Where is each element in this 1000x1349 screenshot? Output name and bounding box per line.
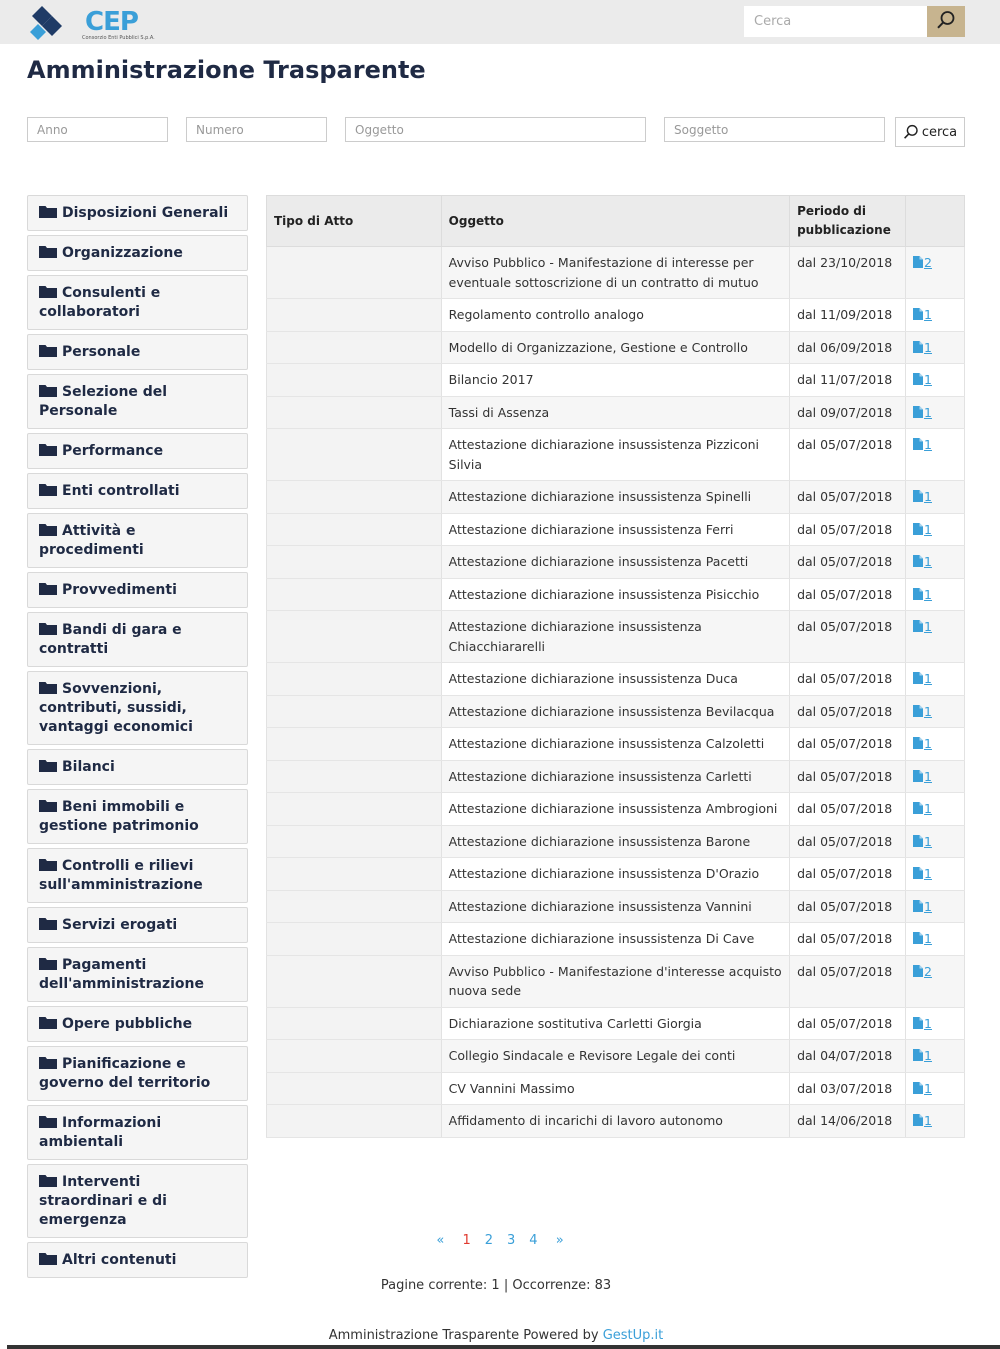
cell-periodo: dal 05/07/2018 bbox=[790, 825, 906, 858]
cell-tipo bbox=[267, 299, 442, 332]
folder-icon bbox=[39, 384, 57, 397]
sidebar-item[interactable] bbox=[27, 473, 248, 509]
document-icon bbox=[913, 1049, 923, 1061]
document-count: 1 bbox=[924, 521, 932, 537]
sidebar-item[interactable] bbox=[27, 947, 248, 1002]
cell-documenti bbox=[906, 760, 965, 793]
sidebar-item-label: Provvedimenti bbox=[62, 582, 177, 598]
table-row[interactable] bbox=[267, 331, 965, 364]
table-row[interactable] bbox=[267, 890, 965, 923]
document-link[interactable] bbox=[913, 671, 932, 686]
cell-oggetto[interactable]: Attestazione dichiarazione insussistenza Ferri bbox=[441, 513, 789, 546]
cell-tipo bbox=[267, 396, 442, 429]
document-count: 2 bbox=[924, 963, 932, 979]
cell-tipo bbox=[267, 578, 442, 611]
document-link[interactable] bbox=[913, 769, 932, 784]
cell-documenti bbox=[906, 1105, 965, 1138]
cell-documenti bbox=[906, 546, 965, 579]
pagination-page[interactable]: 2 bbox=[484, 1233, 493, 1248]
sidebar-item[interactable] bbox=[27, 374, 248, 429]
sidebar-nav bbox=[27, 195, 248, 1282]
table-row[interactable] bbox=[267, 611, 965, 663]
table-row[interactable] bbox=[267, 923, 965, 956]
cell-oggetto[interactable]: Attestazione dichiarazione insussistenza Ambrogioni bbox=[441, 793, 789, 826]
pagination-prev[interactable]: « bbox=[436, 1233, 445, 1248]
document-icon bbox=[913, 620, 923, 632]
header-oggetto[interactable]: Oggetto bbox=[441, 196, 789, 247]
cell-documenti bbox=[906, 1072, 965, 1105]
document-icon bbox=[913, 900, 923, 912]
cell-oggetto[interactable]: Tassi di Assenza bbox=[441, 396, 789, 429]
folder-icon bbox=[39, 1016, 57, 1029]
sidebar-item-label: Pianificazione e governo del territorio bbox=[39, 1056, 211, 1091]
footer bbox=[0, 1328, 992, 1343]
sidebar-item[interactable] bbox=[27, 1105, 248, 1160]
document-icon bbox=[913, 770, 923, 782]
document-icon bbox=[913, 308, 923, 320]
cell-documenti bbox=[906, 1007, 965, 1040]
cell-tipo bbox=[267, 760, 442, 793]
document-count: 1 bbox=[924, 437, 932, 452]
document-link[interactable] bbox=[913, 522, 932, 537]
sidebar-item-label: Organizzazione bbox=[62, 245, 183, 261]
table-row[interactable] bbox=[267, 364, 965, 397]
cell-tipo bbox=[267, 513, 442, 546]
sidebar-item-label: Selezione del Personale bbox=[39, 384, 168, 419]
document-link[interactable] bbox=[913, 736, 932, 751]
cell-documenti bbox=[906, 429, 965, 481]
document-link[interactable] bbox=[913, 899, 932, 914]
table-row[interactable] bbox=[267, 247, 965, 299]
cell-oggetto[interactable]: Bilancio 2017 bbox=[441, 364, 789, 397]
document-icon bbox=[913, 490, 923, 502]
table-row[interactable] bbox=[267, 695, 965, 728]
document-icon bbox=[913, 588, 923, 600]
document-icon bbox=[913, 523, 923, 535]
cell-tipo bbox=[267, 728, 442, 761]
header-periodo[interactable]: Periodo di pubblicazione bbox=[790, 196, 906, 247]
folder-icon bbox=[39, 245, 57, 258]
document-link[interactable] bbox=[913, 587, 932, 602]
document-icon bbox=[913, 867, 923, 879]
top-bar bbox=[0, 0, 1000, 44]
document-icon bbox=[913, 1114, 923, 1126]
sidebar-item[interactable] bbox=[27, 612, 248, 667]
cell-oggetto[interactable]: Affidamento di incarichi di lavoro autonomo bbox=[441, 1105, 789, 1138]
cell-periodo: dal 05/07/2018 bbox=[790, 695, 906, 728]
cell-oggetto[interactable]: Attestazione dichiarazione insussistenza Duca bbox=[441, 663, 789, 696]
document-count: 1 bbox=[924, 833, 932, 849]
folder-icon bbox=[39, 957, 57, 970]
cell-periodo: dal 04/07/2018 bbox=[790, 1040, 906, 1073]
cell-documenti bbox=[906, 695, 965, 728]
cell-documenti bbox=[906, 247, 965, 299]
sidebar-item-label: Bandi di gara e contratti bbox=[39, 622, 182, 657]
sidebar-item[interactable] bbox=[27, 848, 248, 903]
cell-tipo bbox=[267, 429, 442, 481]
cell-documenti bbox=[906, 299, 965, 332]
sidebar-item-label: Interventi straordinari e di emergenza bbox=[39, 1174, 167, 1228]
site-search-button[interactable] bbox=[927, 6, 965, 37]
cell-documenti bbox=[906, 611, 965, 663]
document-link[interactable] bbox=[913, 704, 932, 719]
document-link[interactable] bbox=[913, 801, 932, 816]
cell-tipo bbox=[267, 546, 442, 579]
document-link[interactable] bbox=[913, 1016, 932, 1031]
cell-documenti bbox=[906, 825, 965, 858]
magnifier-icon bbox=[936, 10, 956, 30]
pagination-page[interactable]: 4 bbox=[529, 1233, 538, 1248]
document-icon bbox=[913, 406, 923, 418]
sidebar-item-label: Beni immobili e gestione patrimonio bbox=[39, 799, 199, 834]
cell-tipo bbox=[267, 1072, 442, 1105]
table-row[interactable] bbox=[267, 793, 965, 826]
cell-periodo: dal 05/07/2018 bbox=[790, 955, 906, 1007]
document-count: 1 bbox=[924, 339, 932, 355]
table-row[interactable] bbox=[267, 578, 965, 611]
table-row[interactable] bbox=[267, 1105, 965, 1138]
logo-text: CEP bbox=[85, 7, 138, 37]
table-row[interactable] bbox=[267, 760, 965, 793]
document-count: 1 bbox=[924, 931, 932, 946]
atti-table bbox=[266, 195, 965, 1138]
document-link[interactable] bbox=[913, 866, 932, 881]
folder-icon bbox=[39, 483, 57, 496]
sidebar-item[interactable] bbox=[27, 572, 248, 608]
sidebar-item-label: Controlli e rilievi sull'amministrazione bbox=[39, 858, 203, 893]
cell-periodo: dal 05/07/2018 bbox=[790, 663, 906, 696]
cell-periodo: dal 05/07/2018 bbox=[790, 728, 906, 761]
cell-tipo bbox=[267, 1040, 442, 1073]
sidebar-item-label: Enti controllati bbox=[62, 483, 180, 499]
document-link[interactable] bbox=[913, 834, 932, 849]
table-row[interactable] bbox=[267, 546, 965, 579]
document-icon bbox=[913, 555, 923, 567]
sidebar-item-label: Consulenti e collaboratori bbox=[39, 285, 161, 320]
sidebar-item[interactable] bbox=[27, 195, 248, 231]
cell-oggetto[interactable]: Avviso Pubblico - Manifestazione di interesse per eventuale sottoscrizione di un contratto di mutuo bbox=[441, 247, 789, 299]
document-count: 1 bbox=[924, 1048, 932, 1063]
cell-periodo: dal 05/07/2018 bbox=[790, 793, 906, 826]
cell-periodo: dal 05/07/2018 bbox=[790, 923, 906, 956]
table-row[interactable] bbox=[267, 299, 965, 332]
table-row[interactable] bbox=[267, 513, 965, 546]
document-icon bbox=[913, 1082, 923, 1094]
cell-periodo: dal 05/07/2018 bbox=[790, 858, 906, 891]
folder-icon bbox=[39, 344, 57, 357]
cell-documenti bbox=[906, 793, 965, 826]
sidebar-item-label: Disposizioni Generali bbox=[62, 205, 229, 221]
cell-periodo: dal 05/07/2018 bbox=[790, 481, 906, 514]
folder-icon bbox=[39, 622, 57, 635]
cell-tipo bbox=[267, 955, 442, 1007]
cell-documenti bbox=[906, 364, 965, 397]
numero-filter-input[interactable] bbox=[186, 117, 327, 142]
folder-icon bbox=[39, 1252, 57, 1265]
cell-documenti bbox=[906, 1040, 965, 1073]
sidebar-item[interactable] bbox=[27, 1046, 248, 1101]
document-count: 1 bbox=[924, 307, 932, 322]
cell-periodo: dal 06/09/2018 bbox=[790, 331, 906, 364]
sidebar-item[interactable] bbox=[27, 275, 248, 330]
cell-oggetto[interactable]: Attestazione dichiarazione insussistenza Chiacchiararelli bbox=[441, 611, 789, 663]
document-icon bbox=[913, 932, 923, 944]
document-count: 1 bbox=[924, 489, 932, 504]
folder-icon bbox=[39, 1174, 57, 1187]
cell-tipo bbox=[267, 923, 442, 956]
sidebar-item[interactable] bbox=[27, 513, 248, 568]
sidebar-item-label: Bilanci bbox=[62, 759, 115, 775]
cell-oggetto[interactable]: Attestazione dichiarazione insussistenza Carletti bbox=[441, 760, 789, 793]
bottom-bar bbox=[7, 1345, 1000, 1349]
document-link[interactable] bbox=[913, 255, 932, 270]
document-icon bbox=[913, 802, 923, 814]
sidebar-item-label: Attività e procedimenti bbox=[39, 523, 144, 558]
table-row[interactable] bbox=[267, 955, 965, 1007]
sidebar-item[interactable] bbox=[27, 749, 248, 785]
document-icon bbox=[913, 705, 923, 717]
cell-documenti bbox=[906, 513, 965, 546]
cell-periodo: dal 09/07/2018 bbox=[790, 396, 906, 429]
cell-periodo: dal 05/07/2018 bbox=[790, 578, 906, 611]
cell-documenti bbox=[906, 578, 965, 611]
document-count: 1 bbox=[924, 703, 932, 719]
folder-icon bbox=[39, 582, 57, 595]
document-count: 1 bbox=[924, 736, 932, 751]
sidebar-item[interactable] bbox=[27, 235, 248, 271]
cell-periodo: dal 05/07/2018 bbox=[790, 1007, 906, 1040]
cell-oggetto[interactable]: CV Vannini Massimo bbox=[441, 1072, 789, 1105]
sidebar-item[interactable] bbox=[27, 907, 248, 943]
folder-icon bbox=[39, 523, 57, 536]
cell-documenti bbox=[906, 955, 965, 1007]
cell-tipo bbox=[267, 858, 442, 891]
document-link[interactable] bbox=[913, 931, 932, 946]
cell-periodo: dal 11/09/2018 bbox=[790, 299, 906, 332]
sidebar-item-label: Pagamenti dell'amministrazione bbox=[39, 957, 204, 992]
table-row[interactable] bbox=[267, 825, 965, 858]
cell-periodo: dal 05/07/2018 bbox=[790, 760, 906, 793]
site-search-input[interactable] bbox=[744, 6, 928, 37]
cell-tipo bbox=[267, 1105, 442, 1138]
atti-table-wrapper bbox=[266, 195, 965, 1138]
document-link[interactable] bbox=[913, 554, 932, 569]
cell-oggetto[interactable]: Dichiarazione sostitutiva Carletti Giorgia bbox=[441, 1007, 789, 1040]
document-count: 1 bbox=[924, 404, 932, 420]
cell-tipo bbox=[267, 364, 442, 397]
cell-periodo: dal 05/07/2018 bbox=[790, 611, 906, 663]
document-count: 1 bbox=[924, 671, 932, 686]
sidebar-item-label: Opere pubbliche bbox=[62, 1016, 193, 1032]
cell-oggetto[interactable]: Attestazione dichiarazione insussistenza Vannini bbox=[441, 890, 789, 923]
document-icon bbox=[913, 1017, 923, 1029]
cell-tipo bbox=[267, 331, 442, 364]
cell-periodo: dal 05/07/2018 bbox=[790, 429, 906, 481]
anno-filter-input[interactable] bbox=[27, 117, 168, 142]
document-link[interactable] bbox=[913, 489, 932, 504]
cell-oggetto[interactable]: Attestazione dichiarazione insussistenza Di Cave bbox=[441, 923, 789, 956]
cell-periodo: dal 05/07/2018 bbox=[790, 513, 906, 546]
table-row[interactable] bbox=[267, 858, 965, 891]
document-link[interactable] bbox=[913, 307, 932, 322]
table-row[interactable] bbox=[267, 1072, 965, 1105]
document-count: 1 bbox=[924, 1113, 932, 1128]
pagination-page[interactable]: 3 bbox=[507, 1233, 516, 1248]
cep-logo[interactable] bbox=[28, 4, 155, 41]
sidebar-item[interactable] bbox=[27, 671, 248, 745]
sidebar-item[interactable] bbox=[27, 789, 248, 844]
cell-oggetto[interactable]: Attestazione dichiarazione insussistenza Pisicchio bbox=[441, 578, 789, 611]
cell-periodo: dal 23/10/2018 bbox=[790, 247, 906, 299]
cell-tipo bbox=[267, 663, 442, 696]
cell-oggetto[interactable]: Avviso Pubblico - Manifestazione d'interesse acquisto nuova sede bbox=[441, 955, 789, 1007]
folder-icon bbox=[39, 443, 57, 456]
pagination bbox=[0, 1233, 1000, 1248]
cell-periodo: dal 05/07/2018 bbox=[790, 890, 906, 923]
folder-icon bbox=[39, 759, 57, 772]
cell-tipo bbox=[267, 247, 442, 299]
cell-oggetto[interactable]: Attestazione dichiarazione insussistenza Pacetti bbox=[441, 546, 789, 579]
document-count: 1 bbox=[924, 898, 932, 914]
soggetto-filter-input[interactable] bbox=[664, 117, 885, 142]
cell-tipo bbox=[267, 695, 442, 728]
cell-oggetto[interactable]: Attestazione dichiarazione insussistenza Pizziconi Silvia bbox=[441, 429, 789, 481]
cell-oggetto[interactable]: Attestazione dichiarazione insussistenza Bevilacqua bbox=[441, 695, 789, 728]
cell-documenti bbox=[906, 923, 965, 956]
cell-tipo bbox=[267, 890, 442, 923]
folder-icon bbox=[39, 917, 57, 930]
document-count: 1 bbox=[924, 866, 932, 881]
cell-tipo bbox=[267, 481, 442, 514]
sidebar-item[interactable] bbox=[27, 433, 248, 469]
pagination-page[interactable]: 1 bbox=[462, 1233, 471, 1248]
folder-icon bbox=[39, 681, 57, 694]
cell-oggetto[interactable]: Attestazione dichiarazione insussistenza Calzoletti bbox=[441, 728, 789, 761]
document-link[interactable] bbox=[913, 964, 932, 979]
folder-icon bbox=[39, 1115, 57, 1128]
oggetto-filter-input[interactable] bbox=[345, 117, 646, 142]
table-row[interactable] bbox=[267, 1007, 965, 1040]
cell-oggetto[interactable]: Attestazione dichiarazione insussistenza Spinelli bbox=[441, 481, 789, 514]
cell-oggetto[interactable]: Attestazione dichiarazione insussistenza Barone bbox=[441, 825, 789, 858]
cell-periodo: dal 14/06/2018 bbox=[790, 1105, 906, 1138]
sidebar-item-label: Sovvenzioni, contributi, sussidi, vantaggi economici bbox=[39, 681, 193, 735]
header-tipo[interactable]: Tipo di Atto bbox=[267, 196, 442, 247]
document-count: 1 bbox=[924, 768, 932, 784]
document-icon bbox=[913, 438, 923, 450]
document-count: 1 bbox=[924, 372, 932, 387]
document-icon bbox=[913, 373, 923, 385]
sidebar-item[interactable] bbox=[27, 1164, 248, 1238]
cell-tipo bbox=[267, 1007, 442, 1040]
folder-icon bbox=[39, 1056, 57, 1069]
folder-icon bbox=[39, 799, 57, 812]
document-count: 1 bbox=[924, 1080, 932, 1096]
document-count: 2 bbox=[924, 255, 932, 270]
folder-icon bbox=[39, 285, 57, 298]
filter-search-button[interactable] bbox=[895, 117, 965, 147]
cell-oggetto[interactable]: Collegio Sindacale e Revisore Legale dei conti bbox=[441, 1040, 789, 1073]
document-count: 1 bbox=[924, 1015, 932, 1031]
cell-tipo bbox=[267, 611, 442, 663]
document-count: 1 bbox=[924, 801, 932, 816]
logo-mark-icon bbox=[28, 4, 68, 40]
table-row[interactable] bbox=[267, 429, 965, 481]
cell-documenti bbox=[906, 396, 965, 429]
filter-search-label: cerca bbox=[921, 124, 958, 140]
sidebar-item[interactable] bbox=[27, 1006, 248, 1042]
pagination-info: Pagine corrente: 1 | Occorrenze: 83 bbox=[380, 1278, 612, 1293]
footer-gestup-link[interactable]: GestUp.it bbox=[602, 1328, 664, 1343]
pagination-next[interactable]: » bbox=[555, 1233, 564, 1248]
folder-icon bbox=[39, 858, 57, 871]
header-documenti bbox=[906, 196, 965, 247]
cell-documenti bbox=[906, 728, 965, 761]
table-row[interactable] bbox=[267, 481, 965, 514]
document-link[interactable] bbox=[913, 405, 932, 420]
document-icon bbox=[913, 737, 923, 749]
document-link[interactable] bbox=[913, 372, 932, 387]
cell-periodo: dal 03/07/2018 bbox=[790, 1072, 906, 1105]
document-icon bbox=[913, 672, 923, 684]
sidebar-item-label: Altri contenuti bbox=[62, 1252, 177, 1268]
cell-documenti bbox=[906, 481, 965, 514]
page-title: Amministrazione Trasparente bbox=[27, 56, 426, 84]
cell-documenti bbox=[906, 858, 965, 891]
table-header-row bbox=[267, 196, 965, 247]
cell-documenti bbox=[906, 663, 965, 696]
cell-oggetto[interactable]: Modello di Organizzazione, Gestione e Controllo bbox=[441, 331, 789, 364]
cell-periodo: dal 11/07/2018 bbox=[790, 364, 906, 397]
document-link[interactable] bbox=[913, 619, 932, 634]
cell-tipo bbox=[267, 793, 442, 826]
table-row[interactable] bbox=[267, 1040, 965, 1073]
cell-oggetto[interactable]: Attestazione dichiarazione insussistenza D'Orazio bbox=[441, 858, 789, 891]
document-count: 1 bbox=[924, 619, 932, 634]
magnifier-icon bbox=[903, 124, 919, 140]
document-icon bbox=[913, 835, 923, 847]
sidebar-item-label: Personale bbox=[62, 344, 141, 360]
cell-documenti bbox=[906, 331, 965, 364]
sidebar-item[interactable] bbox=[27, 334, 248, 370]
table-row[interactable] bbox=[267, 728, 965, 761]
cell-oggetto[interactable]: Regolamento controllo analogo bbox=[441, 299, 789, 332]
document-icon bbox=[913, 341, 923, 353]
folder-icon bbox=[39, 205, 57, 218]
sidebar-item-label: Servizi erogati bbox=[62, 917, 178, 933]
table-row[interactable] bbox=[267, 663, 965, 696]
table-row[interactable] bbox=[267, 396, 965, 429]
document-count: 1 bbox=[924, 586, 932, 602]
document-link[interactable] bbox=[913, 1048, 932, 1063]
document-link[interactable] bbox=[913, 1081, 932, 1096]
document-icon bbox=[913, 256, 923, 268]
sidebar-item-label: Informazioni ambientali bbox=[39, 1115, 162, 1150]
document-link[interactable] bbox=[913, 437, 932, 452]
cell-tipo bbox=[267, 825, 442, 858]
document-count: 1 bbox=[924, 554, 932, 569]
sidebar-item-label: Performance bbox=[62, 443, 164, 459]
footer-text: Amministrazione Trasparente Powered by bbox=[328, 1328, 603, 1343]
cell-documenti bbox=[906, 890, 965, 923]
document-link[interactable] bbox=[913, 340, 932, 355]
document-icon bbox=[913, 965, 923, 977]
logo-subtitle: Consorzio Enti Pubblici S.p.A. bbox=[82, 35, 155, 41]
document-link[interactable] bbox=[913, 1113, 932, 1128]
cell-periodo: dal 05/07/2018 bbox=[790, 546, 906, 579]
